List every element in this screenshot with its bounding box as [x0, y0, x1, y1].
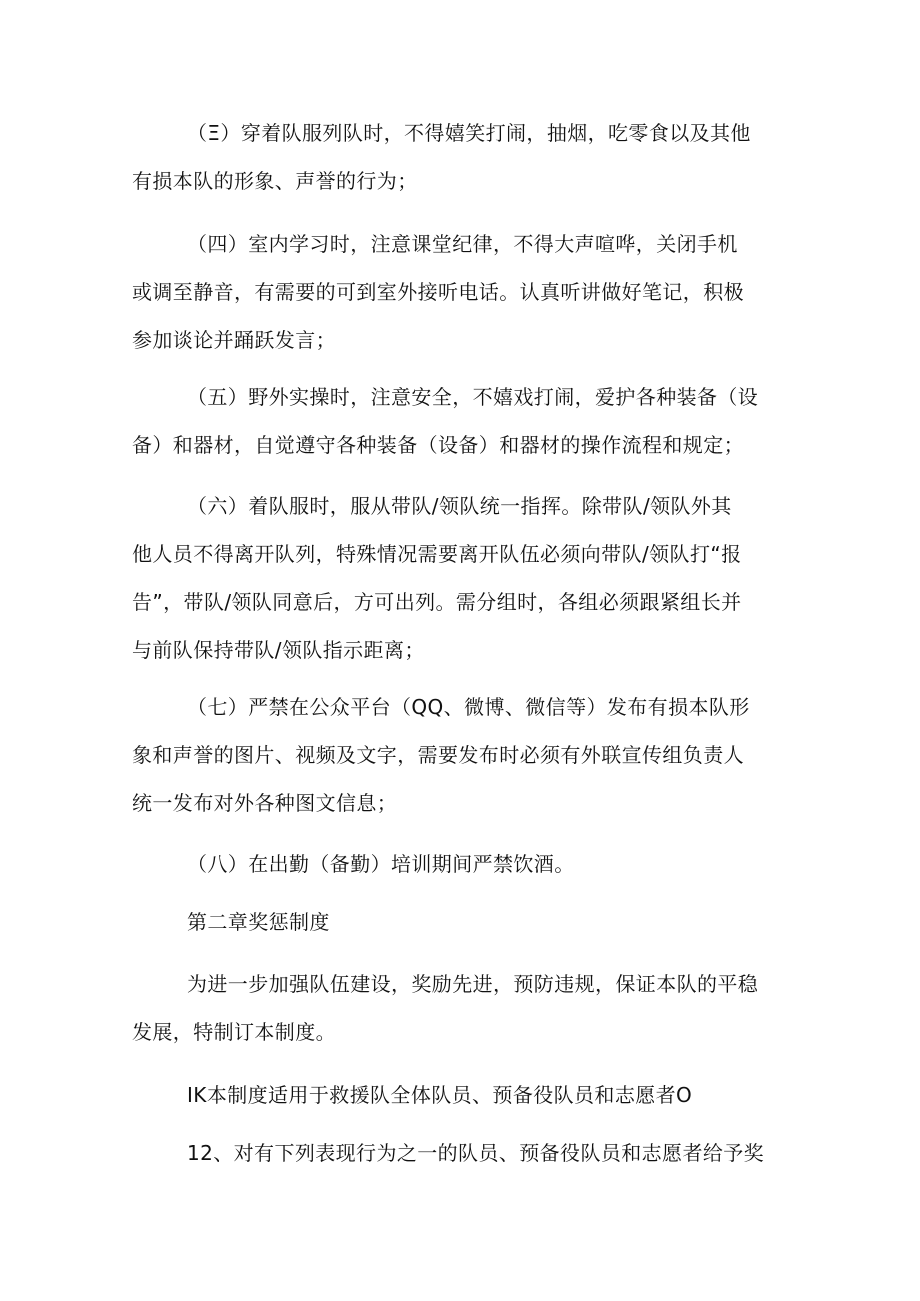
paragraph-line: 象和声誉的图片、视频及文字，需要发布时必须有外联宣传组负责人 [132, 743, 744, 767]
paragraph-line: 与前队保持带队/领队指示距离； [132, 638, 425, 662]
paragraph-line: （五）野外实操时，注意安全，不嬉戏打闹，爱护各种装备（设 [187, 385, 759, 409]
paragraph-line: （六）着队服时，服从带队/领队统一指挥。除带队/领队外其 [187, 494, 732, 518]
paragraph-line: 有损本队的形象、声誉的行为； [132, 169, 418, 193]
chapter-heading: 第二章奖惩制度 [187, 910, 330, 934]
paragraph-line: 为进一步加强队伍建设，奖励先进，预防违规，保证本队的平稳 [187, 972, 759, 996]
paragraph-line: 12、对有下列表现行为之一的队员、预备役队员和志愿者给予奖 [187, 1141, 765, 1165]
paragraph-line: IK本制度适用于救援队全体队员、预备役队员和志愿者O [187, 1083, 693, 1107]
paragraph-line: 或调至静音，有需要的可到室外接听电话。认真听讲做好笔记，积极 [132, 280, 744, 304]
paragraph-line: 他人员不得离开队列，特殊情况需要离开队伍必须向带队/领队打“报 [132, 542, 742, 566]
paragraph-line: （八）在出勤（备勤）培训期间严禁饮酒。 [187, 852, 575, 876]
paragraph-line: 备）和器材，自觉遵守各种装备（设备）和器材的操作流程和规定； [132, 433, 744, 457]
paragraph-line: （七）严禁在公众平台（QQ、微博、微信等）发布有损本队形 [187, 695, 750, 719]
paragraph-line: 参加谈论并踊跃发言； [132, 328, 336, 352]
paragraph-line: 发展，特制订本制度。 [132, 1020, 336, 1044]
paragraph-line: （Ξ）穿着队服列队时，不得嬉笑打闹，抽烟，吃零食以及其他 [187, 121, 751, 145]
paragraph-line: （四）室内学习时，注意课堂纪律，不得大声喧哗，关闭手机 [187, 232, 738, 256]
paragraph-line: 统一发布对外各种图文信息； [132, 791, 398, 815]
paragraph-line: 告”，带队/领队同意后，方可出列。需分组时，各组必须跟紧组长并 [132, 590, 742, 614]
